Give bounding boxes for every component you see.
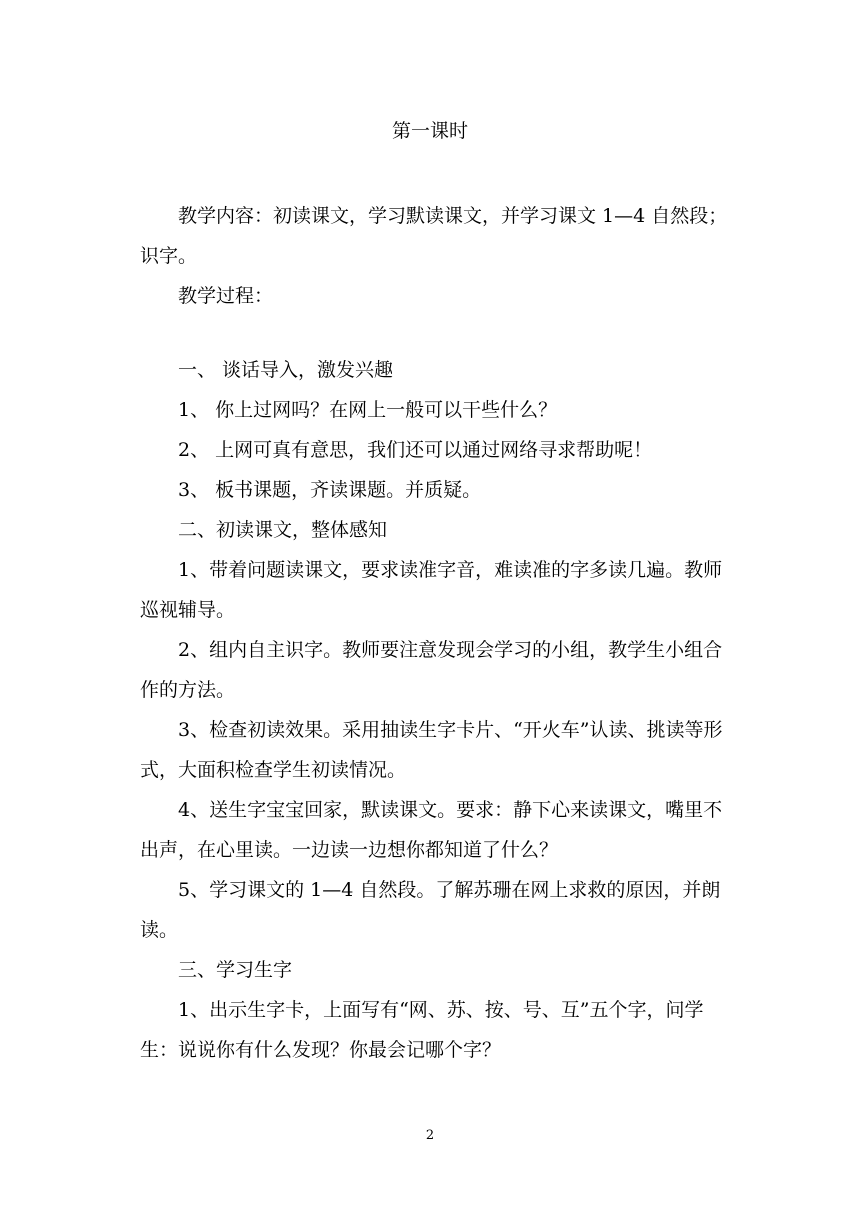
section-heading-3: 三、学习生字 — [178, 959, 293, 981]
list-item: 1、带着问题读课文，要求读准字音，难读准的字多读几遍。教师巡视辅导。 — [140, 559, 723, 621]
list-item: 2、组内自主识字。教师要注意发现会学习的小组，教学生小组合作的方法。 — [140, 639, 723, 701]
document-body — [140, 196, 732, 1070]
list-item: 3、 板书课题，齐读课题。并质疑。 — [178, 479, 482, 501]
section-heading-1: 一、 谈话导入，激发兴趣 — [178, 359, 394, 381]
list-item: 3、检查初读效果。采用抽读生字卡片、“开火车”认读、挑读等形式，大面积检查学生初读情况。 — [140, 719, 723, 781]
page-number: 2 — [425, 1128, 435, 1143]
list-item: 4、送生字宝宝回家，默读课文。要求：静下心来读课文，嘴里不出声，在心里读。一边读一边想你都知道了什么？ — [140, 799, 723, 861]
spacer — [140, 316, 732, 350]
list-item: 5、学习课文的 1—4 自然段。了解苏珊在网上求救的原因，并朗读。 — [140, 879, 721, 941]
page-title: 第一课时 — [391, 120, 468, 142]
paragraph-teaching-content: 教学内容：初读课文，学习默读课文，并学习课文 1—4 自然段；识字。 — [140, 205, 728, 267]
paragraph-teaching-process: 教学过程： — [178, 285, 274, 307]
section-heading-2: 二、初读课文，整体感知 — [178, 519, 388, 541]
list-item: 1、出示生字卡，上面写有“网、苏、按、号、互”五个字，问学生：说说你有什么发现？你最会记哪个字？ — [140, 999, 704, 1061]
list-item: 2、 上网可真有意思，我们还可以通过网络寻求帮助呢！ — [178, 439, 653, 461]
list-item: 1、 你上过网吗？在网上一般可以干些什么？ — [178, 399, 558, 421]
